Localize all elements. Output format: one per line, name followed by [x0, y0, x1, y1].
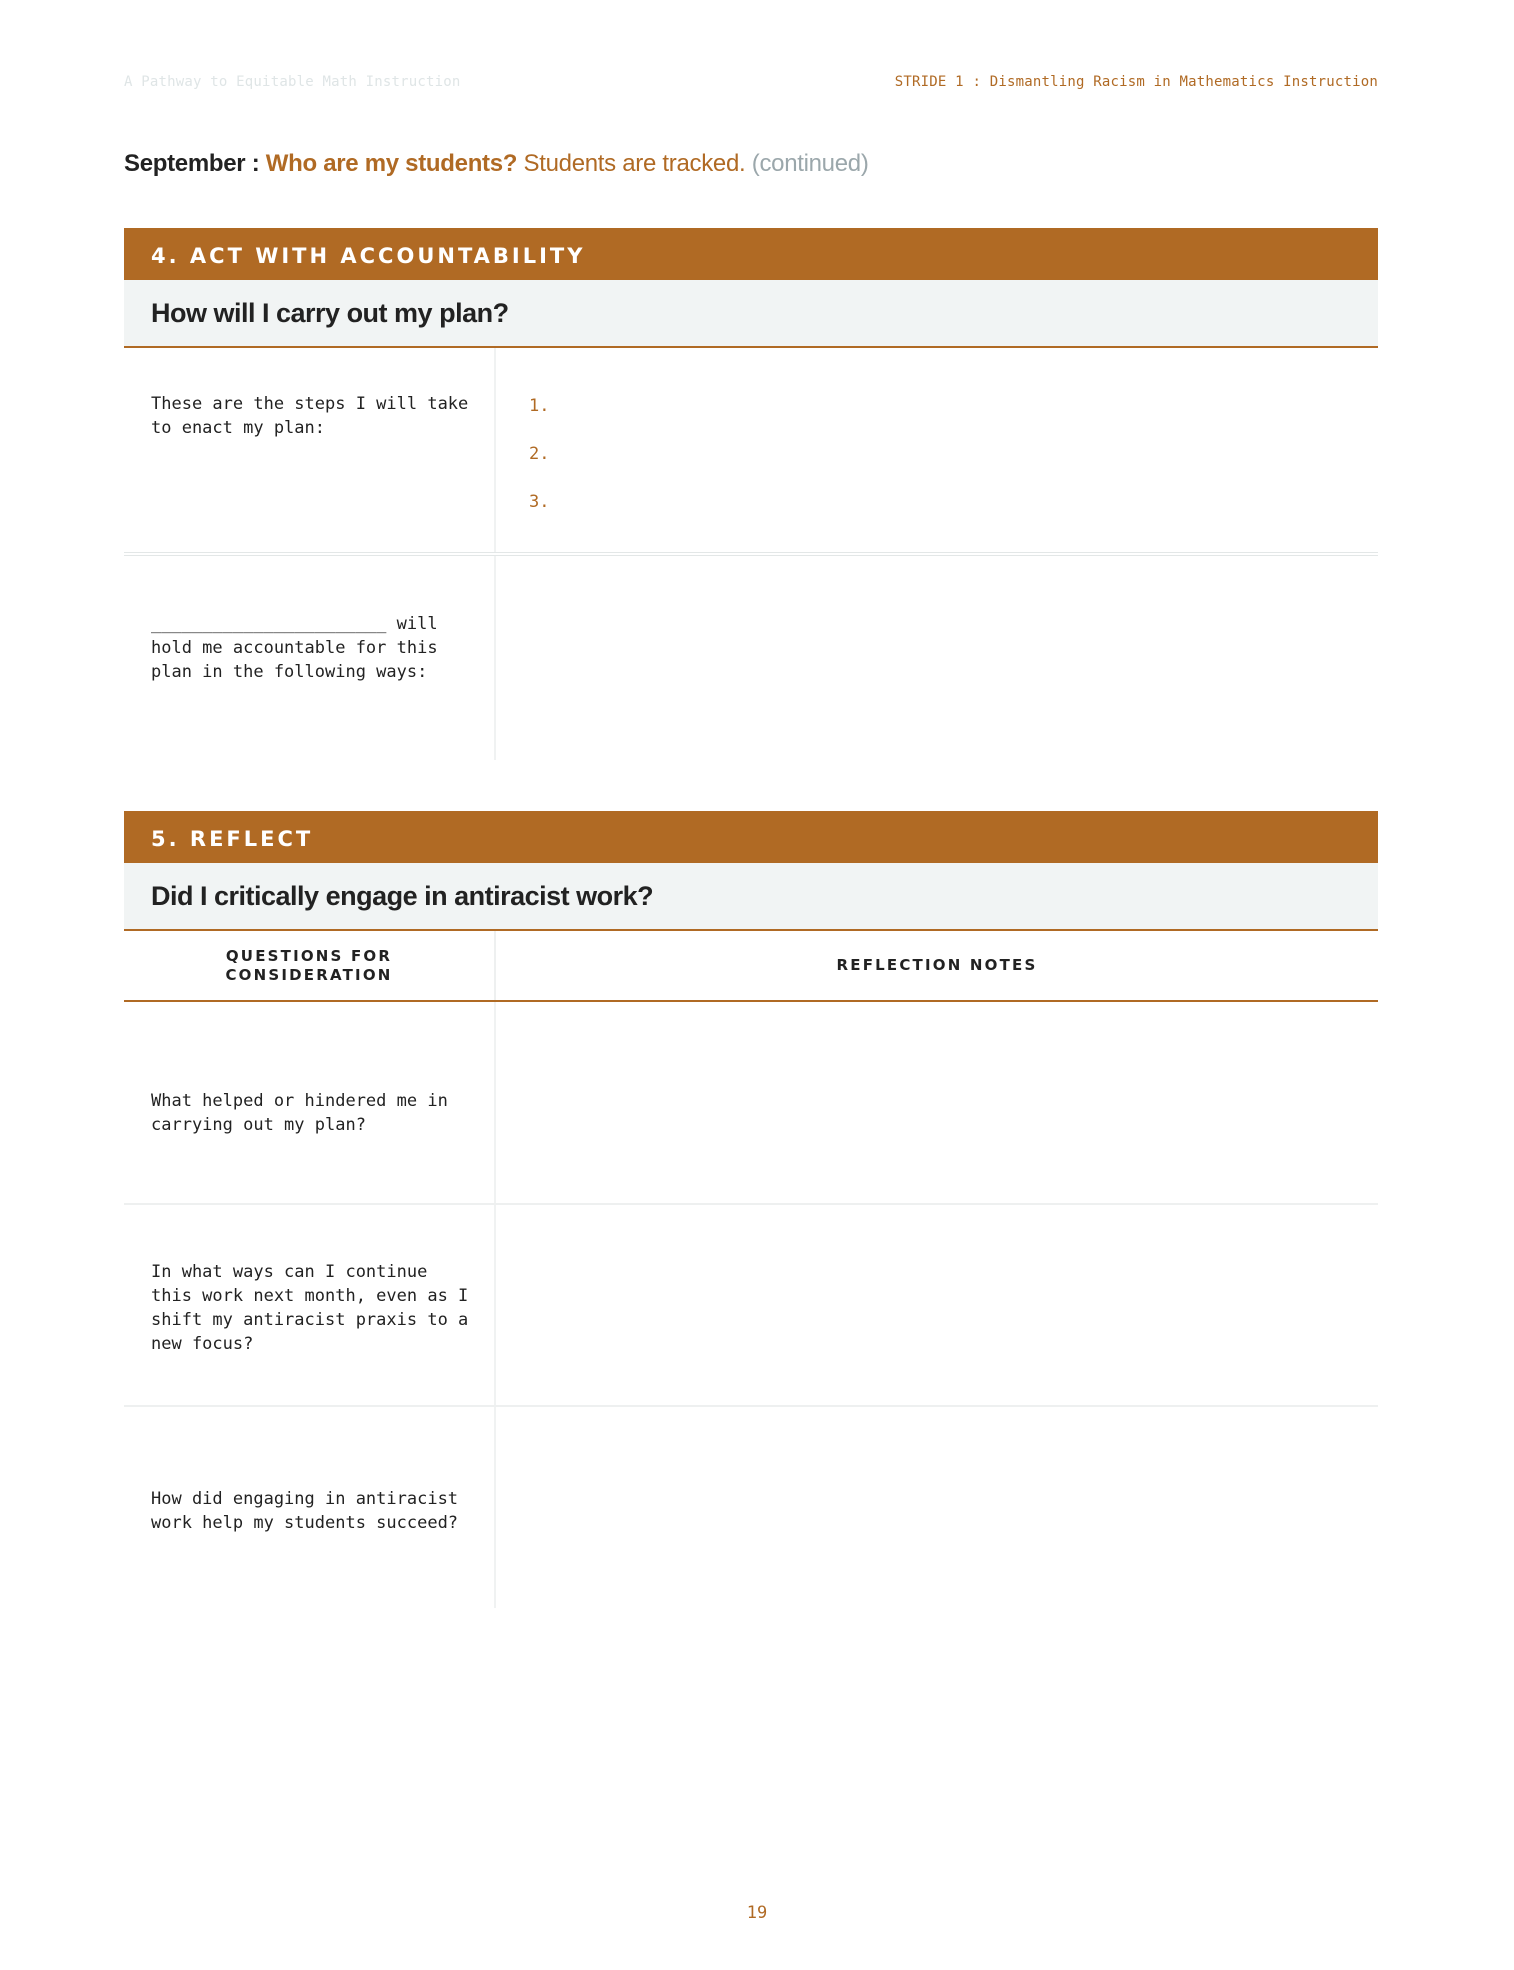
reflection-row — [124, 1407, 1378, 1608]
steps-prompt: These are the steps I will take to enact my plan: — [151, 394, 469, 438]
step-number[interactable]: 2. — [529, 444, 550, 464]
reflection-question: In what ways can I continue this work next month, even as I shift my antiracist praxis to a new focus? — [151, 1262, 469, 1354]
reflection-table-header — [124, 931, 1378, 1002]
accountability-row — [124, 556, 1378, 760]
column-divider — [494, 1002, 496, 1203]
reflection-question: What helped or hindered me in carrying out my plan? — [151, 1091, 448, 1135]
section-band-act: 4. ACT WITH ACCOUNTABILITY — [124, 228, 1378, 280]
accountability-text: will hold me accountable for this plan in the following ways: — [151, 614, 438, 682]
section-band-reflect: 5. REFLECT — [124, 811, 1378, 863]
section-subheading-reflect: Did I critically engage in antiracist work? — [124, 863, 1378, 931]
column-header-reflection-notes: REFLECTION NOTES — [836, 956, 1038, 974]
column-header-questions: QUESTIONS FOR CONSIDERATION — [225, 946, 393, 984]
page-number: 19 — [746, 1903, 768, 1923]
steps-list — [529, 396, 549, 540]
column-divider — [494, 1205, 496, 1405]
reflection-row — [124, 1002, 1378, 1205]
section-reflect — [124, 811, 1378, 1608]
column-divider — [494, 1407, 496, 1608]
steps-row — [124, 348, 1378, 556]
column-divider — [494, 348, 496, 552]
reflection-row — [124, 1205, 1378, 1407]
column-divider — [494, 556, 496, 760]
step-number[interactable]: 1. — [529, 396, 550, 416]
section-subheading-act: How will I carry out my plan? — [124, 280, 1378, 348]
running-header-left: A Pathway to Equitable Math Instruction — [124, 74, 461, 90]
running-header-right: STRIDE 1 : Dismantling Racism in Mathematics Instruction — [894, 74, 1378, 90]
title-continued: (continued) — [751, 150, 869, 177]
page-title — [124, 150, 869, 178]
title-question: Who are my students? — [265, 150, 518, 177]
section-act-with-accountability — [124, 228, 1378, 760]
step-number[interactable]: 3. — [529, 492, 550, 512]
title-description: Students are tracked. — [523, 150, 746, 177]
title-month: September : — [124, 150, 260, 177]
accountability-blank-line[interactable]: _______________________ — [151, 614, 387, 634]
accountability-prompt — [151, 612, 471, 684]
reflection-question: How did engaging in antiracist work help my students succeed? — [151, 1489, 459, 1533]
